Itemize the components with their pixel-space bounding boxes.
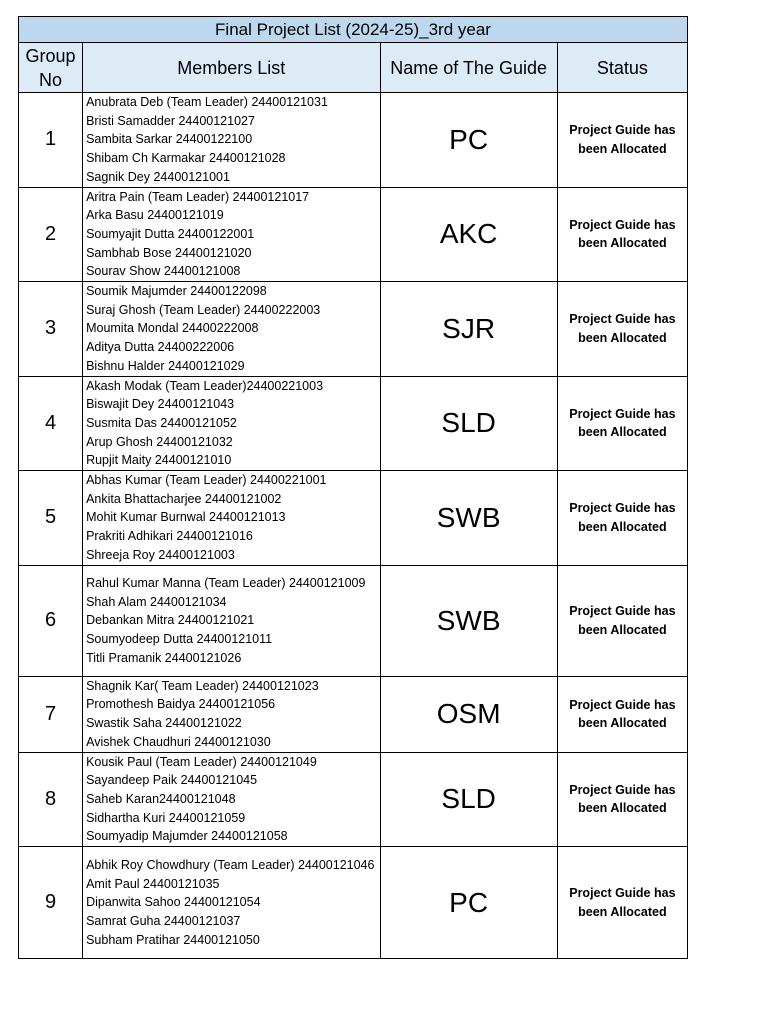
guide-name: PC xyxy=(380,93,557,188)
member-entry: Sayandeep Paik 24400121045 xyxy=(86,773,258,788)
member-entry: Suraj Ghosh (Team Leader) 24400222003 xyxy=(86,302,321,317)
member-entry: Anubrata Deb (Team Leader) 24400121031 xyxy=(86,95,328,109)
member-entry: Soumyodeep Dutta 24400121011 xyxy=(86,631,273,646)
member-entry: Shreeja Roy 24400121003 xyxy=(86,547,235,562)
group-number: 6 xyxy=(19,565,83,676)
member-entry: Bristi Samadder 24400121027 xyxy=(86,113,255,128)
guide-name: SLD xyxy=(380,376,557,471)
group-number: 9 xyxy=(19,847,83,959)
member-entry: Samrat Guha 24400121037 xyxy=(86,913,241,928)
guide-name: SWB xyxy=(380,471,557,566)
member-entry: Arka Basu 24400121019 xyxy=(86,208,224,223)
group-number: 7 xyxy=(19,676,83,752)
group-number: 1 xyxy=(19,93,83,188)
guide-name: SLD xyxy=(380,752,557,847)
header-status: Status xyxy=(557,43,687,93)
members-list xyxy=(83,752,380,847)
member-entry: Sambita Sarkar 24400122100 xyxy=(86,132,253,147)
member-entry: Sambhab Bose 24400121020 xyxy=(86,245,252,260)
header-guide-name: Name of The Guide xyxy=(380,43,557,93)
status-text: Project Guide has been Allocated xyxy=(557,187,687,282)
member-entry: Soumik Majumder 24400122098 xyxy=(86,284,267,299)
member-entry: Sagnik Dey 24400121001 xyxy=(86,169,230,184)
table-row xyxy=(19,376,688,471)
project-list-sheet xyxy=(18,16,688,959)
member-entry: Sidhartha Kuri 24400121059 xyxy=(86,810,246,825)
table-row xyxy=(19,676,688,752)
member-entry: Sourav Show 24400121008 xyxy=(86,264,241,279)
member-entry: Shibam Ch Karmakar 24400121028 xyxy=(86,151,286,166)
member-entry: Abhik Roy Chowdhury (Team Leader) 24400121046 xyxy=(86,857,375,872)
guide-name: SWB xyxy=(380,565,557,676)
group-number: 5 xyxy=(19,471,83,566)
members-list xyxy=(83,187,380,282)
member-entry: Soumyajit Dutta 24400122001 xyxy=(86,226,255,241)
table-row xyxy=(19,471,688,566)
member-entry: Aritra Pain (Team Leader) 24400121017 xyxy=(86,189,310,204)
member-entry: Swastik Saha 24400121022 xyxy=(86,716,242,731)
guide-name: OSM xyxy=(380,676,557,752)
members-list xyxy=(83,847,380,959)
table-row xyxy=(19,752,688,847)
member-entry: Abhas Kumar (Team Leader) 24400221001 xyxy=(86,473,327,488)
group-number: 4 xyxy=(19,376,83,471)
member-entry: Ankita Bhattacharjee 24400121002 xyxy=(86,491,282,506)
member-entry: Shagnik Kar( Team Leader) 24400121023 xyxy=(86,678,319,693)
member-entry: Arup Ghosh 24400121032 xyxy=(86,434,233,449)
status-text: Project Guide has been Allocated xyxy=(557,282,687,377)
group-number: 8 xyxy=(19,752,83,847)
member-entry: Prakriti Adhikari 24400121016 xyxy=(86,529,253,544)
table-row xyxy=(19,847,688,959)
table-row xyxy=(19,282,688,377)
table-title: Final Project List (2024-25)_3rd year xyxy=(19,17,688,43)
group-number: 3 xyxy=(19,282,83,377)
member-entry: Biswajit Dey 24400121043 xyxy=(86,397,235,412)
members-list xyxy=(83,471,380,566)
members-list xyxy=(83,93,380,188)
status-text: Project Guide has been Allocated xyxy=(557,376,687,471)
member-entry: Promothesh Baidya 24400121056 xyxy=(86,697,276,712)
member-entry: Moumita Mondal 24400222008 xyxy=(86,321,259,336)
project-list-table xyxy=(18,16,688,959)
member-entry: Bishnu Halder 24400121029 xyxy=(86,358,245,373)
members-list xyxy=(83,676,380,752)
member-entry: Soumyadip Majumder 24400121058 xyxy=(86,829,288,844)
member-entry: Titli Pramanik 24400121026 xyxy=(86,650,242,665)
status-text: Project Guide has been Allocated xyxy=(557,847,687,959)
members-list xyxy=(83,282,380,377)
member-entry: Susmita Das 24400121052 xyxy=(86,415,237,430)
member-entry: Saheb Karan24400121048 xyxy=(86,791,236,806)
table-row xyxy=(19,187,688,282)
member-entry: Kousik Paul (Team Leader) 24400121049 xyxy=(86,754,317,769)
group-number: 2 xyxy=(19,187,83,282)
guide-name: AKC xyxy=(380,187,557,282)
guide-name: PC xyxy=(380,847,557,959)
header-group-no: Group No xyxy=(19,43,83,93)
header-members-list: Members List xyxy=(83,43,380,93)
status-text: Project Guide has been Allocated xyxy=(557,676,687,752)
status-text: Project Guide has been Allocated xyxy=(557,93,687,188)
guide-name: SJR xyxy=(380,282,557,377)
member-entry: Dipanwita Sahoo 24400121054 xyxy=(86,895,261,910)
member-entry: Mohit Kumar Burnwal 24400121013 xyxy=(86,510,286,525)
status-text: Project Guide has been Allocated xyxy=(557,565,687,676)
members-list xyxy=(83,376,380,471)
member-entry: Avishek Chaudhuri 24400121030 xyxy=(86,734,271,749)
table-row xyxy=(19,565,688,676)
member-entry: Aditya Dutta 24400222006 xyxy=(86,340,235,355)
status-text: Project Guide has been Allocated xyxy=(557,752,687,847)
member-entry: Shah Alam 24400121034 xyxy=(86,594,227,609)
member-entry: Rahul Kumar Manna (Team Leader) 24400121009 xyxy=(86,575,366,590)
member-entry: Subham Pratihar 24400121050 xyxy=(86,932,260,947)
members-list xyxy=(83,565,380,676)
member-entry: Akash Modak (Team Leader)24400221003 xyxy=(86,378,324,393)
status-text: Project Guide has been Allocated xyxy=(557,471,687,566)
table-row xyxy=(19,93,688,188)
member-entry: Rupjit Maity 24400121010 xyxy=(86,453,232,468)
member-entry: Amit Paul 24400121035 xyxy=(86,876,220,891)
member-entry: Debankan Mitra 24400121021 xyxy=(86,613,255,628)
